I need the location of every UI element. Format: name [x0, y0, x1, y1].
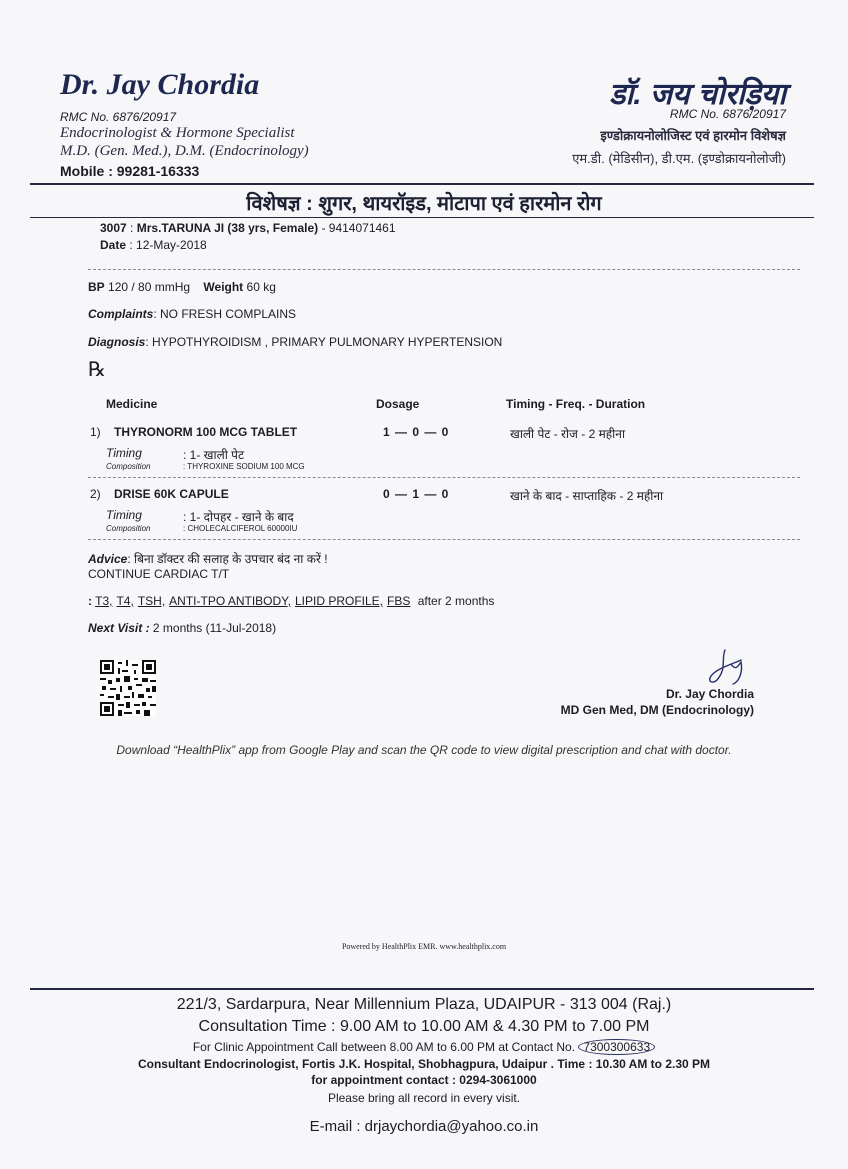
- email: E-mail : drjaychordia@yahoo.co.in: [309, 1118, 539, 1135]
- weight-value: 60 kg: [246, 280, 276, 294]
- complaints: [88, 307, 296, 321]
- rx-symbol: ℞: [88, 359, 106, 381]
- signature-doctor-title: MD Gen Med, DM (Endocrinology): [560, 703, 754, 717]
- medicine-name: DRISE 60K CAPULE: [114, 487, 229, 501]
- advice-text: : बिना डॉक्टर की सलाह के उपचार बंद ना करें !: [127, 552, 328, 566]
- signature-doctor-name: Dr. Jay Chordia: [665, 687, 754, 701]
- doctor-specialty: Endocrinologist & Hormone Specialist: [60, 125, 295, 141]
- timing-value: : 1- दोपहर - खाने के बाद: [183, 510, 294, 524]
- doctor-name: Dr. Jay Chordia: [60, 68, 260, 101]
- test-item: LIPID PROFILE,: [294, 594, 383, 608]
- header-divider: [30, 183, 814, 185]
- fortis-hospital-info: Consultant Endocrinologist, Fortis J.K. Hospital, Shobhagpura, Udaipur . Time : 10.30 AM to 2.30 PM: [137, 1057, 711, 1071]
- date-value: : 12-May-2018: [129, 238, 207, 252]
- patient-phone: - 9414071461: [318, 221, 396, 235]
- composition-label: Composition: [106, 462, 151, 471]
- appointment-info: [0, 1040, 848, 1054]
- records-note: Please bring all record in every visit.: [327, 1091, 521, 1105]
- medicine-timing-freq: खाने के बाद - साप्ताहिक - 2 महीना: [510, 489, 664, 503]
- header-timing: Timing - Freq. - Duration: [506, 397, 646, 411]
- timing-label: Timing: [106, 446, 142, 460]
- medicine-number: 1): [90, 425, 101, 439]
- bp-label: BP: [88, 280, 105, 294]
- bp-value: 120 / 80 mmHg: [108, 280, 191, 294]
- next-visit-label: Next Visit :: [88, 621, 150, 635]
- patient-id: 3007: [100, 221, 127, 235]
- medicine-dosage: 0 — 1 — 0: [383, 487, 450, 501]
- rmc-number: RMC No. 6876/20917: [60, 110, 177, 124]
- patient-name: Mrs.TARUNA JI (38 yrs, Female): [136, 221, 319, 235]
- composition-value: : CHOLECALCIFEROL 60000IU: [183, 524, 298, 533]
- patient-id-sep: :: [130, 221, 134, 235]
- medicine-name: THYRONORM 100 MCG TABLET: [114, 425, 298, 439]
- composition-label: Composition: [106, 524, 151, 533]
- header-medicine: Medicine: [106, 397, 158, 411]
- test-item: ANTI-TPO ANTIBODY,: [169, 594, 291, 608]
- next-visit: [88, 621, 276, 635]
- medicine-timing-freq: खाली पेट - रोज - 2 महीना: [510, 427, 626, 441]
- date-label: Date: [100, 238, 127, 252]
- vitals: [88, 280, 276, 294]
- complaints-label: Complaints: [88, 307, 154, 321]
- clinic-address: 221/3, Sardarpura, Near Millennium Plaza, UDAIPUR - 313 004 (Raj.): [176, 996, 672, 1013]
- appointment-phone: 7300300633: [578, 1039, 655, 1055]
- medicine-number: 2): [90, 487, 101, 501]
- timing-value: : 1- खाली पेट: [183, 448, 245, 462]
- patient-info: [100, 221, 396, 235]
- doctor-specialty-hindi: इण्डोक्रायनोलोजिस्ट एवं हारमोन विशेषज्ञ: [600, 128, 786, 143]
- doctor-degrees-hindi: एम.डी. (मेडिसीन), डी.एम. (इण्डोक्रायनोलोजी): [572, 151, 786, 166]
- diagnosis: [88, 335, 502, 349]
- rmc-number-right: RMC No. 6876/20917: [669, 107, 786, 121]
- advice-line-2: CONTINUE CARDIAC T/T: [88, 567, 230, 581]
- header-dosage: Dosage: [376, 397, 420, 411]
- test-item: T3,: [95, 594, 113, 608]
- test-item: FBS: [387, 594, 411, 608]
- advice: [88, 550, 328, 567]
- complaints-value: : NO FRESH COMPLAINS: [153, 307, 297, 321]
- weight-label: Weight: [203, 280, 244, 294]
- specialty-banner: विशेषज्ञ : शुगर, थायरॉइड, मोटापा एवं हारमोन रोग: [246, 193, 602, 215]
- advice-label: Advice: [88, 552, 128, 566]
- diagnosis-label: Diagnosis: [88, 335, 146, 349]
- banner-divider: [30, 217, 814, 218]
- powered-by: Powered by HealthPlix EMR. www.healthplix.com: [341, 942, 507, 951]
- fortis-contact: for appointment contact : 0294-3061000: [311, 1073, 537, 1087]
- section-divider: [88, 269, 800, 270]
- tests-advised: [88, 594, 494, 608]
- doctor-name-hindi: डॉ. जय चोरड़िया: [609, 78, 786, 111]
- download-app-note: Download “HealthPlix” app from Google Play and scan the QR code to view digital prescription and chat with doctor.: [116, 743, 732, 757]
- diagnosis-value: : HYPOTHYROIDISM , PRIMARY PULMONARY HYPERTENSION: [145, 335, 503, 349]
- handwritten-signature-icon: [703, 646, 753, 686]
- footer-divider: [30, 988, 814, 990]
- tests-suffix: after 2 months: [417, 594, 495, 608]
- row-divider: [88, 477, 800, 478]
- doctor-degrees: M.D. (Gen. Med.), D.M. (Endocrinology): [60, 143, 309, 159]
- appointment-text: For Clinic Appointment Call between 8.00 AM to 6.00 PM at Contact No.: [192, 1040, 576, 1054]
- medicine-dosage: 1 — 0 — 0: [383, 425, 450, 439]
- test-item: T4,: [116, 594, 134, 608]
- row-divider: [88, 539, 800, 540]
- timing-label: Timing: [106, 508, 142, 522]
- consultation-time: Consultation Time : 9.00 AM to 10.00 AM & 4.30 PM to 7.00 PM: [198, 1018, 650, 1035]
- next-visit-value: 2 months (11-Jul-2018): [152, 621, 277, 635]
- composition-value: : THYROXINE SODIUM 100 MCG: [183, 462, 305, 471]
- tests-prefix: :: [88, 594, 92, 608]
- test-item: TSH,: [137, 594, 166, 608]
- visit-date: [100, 238, 207, 252]
- qr-code-icon: [100, 660, 156, 716]
- doctor-mobile: Mobile : 99281-16333: [60, 163, 200, 179]
